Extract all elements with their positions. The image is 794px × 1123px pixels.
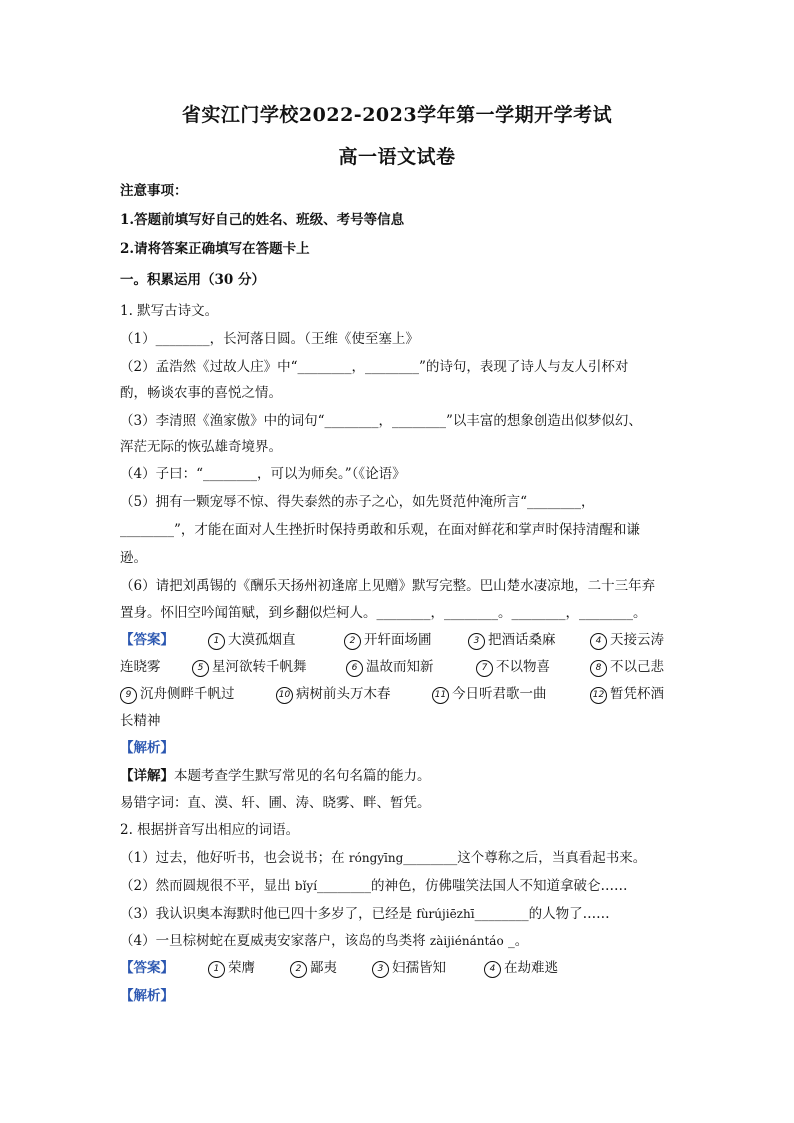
answer-item (192, 654, 307, 680)
answer-item (476, 654, 550, 680)
answer-item (290, 955, 337, 981)
answer-text: 天接云涛 (610, 632, 664, 648)
question-line: （2）孟浩然《过故人庄》中“________，________”的诗句，表现了诗人与友人引杯对 (120, 359, 629, 375)
answer-text: 星河欲转千帆舞 (212, 659, 307, 675)
answer-continuation: 长精神 (120, 713, 161, 729)
line-text: （4）一旦棕树蛇在夏威夷安家落户，该岛的鸟类将 (120, 933, 430, 949)
answer-label: 【答案】 (120, 960, 174, 976)
question-line: （6）请把刘禹锡的《酬乐天扬州初逢席上见赠》默写完整。巴山楚水凄凉地，二十三年弃 (120, 578, 656, 594)
answer-row (120, 681, 680, 707)
pinyin: fùrújiēzhī (416, 907, 475, 921)
answer-text: 妇孺皆知 (392, 960, 446, 976)
answer-text: 大漠孤烟直 (228, 632, 296, 648)
answer-text: 今日听君歌一曲 (452, 686, 547, 702)
notice-heading: 注意事项： (120, 183, 188, 199)
answer-text: 暂凭杯酒 (610, 686, 664, 702)
circled-number: 8 (590, 660, 607, 677)
question-line: （5）拥有一颗宠辱不惊、得失泰然的赤子之心，如先贤范仲淹所言“________， (120, 494, 595, 510)
question-line: 酌，畅谈农事的喜悦之情。 (120, 385, 282, 401)
errors-line: 易错字词：直、漠、轩、圃、涛、晓雾、畔、暂凭。 (120, 795, 431, 811)
line-text: ________的神色，仿佛嗤笑法国人不知道拿破仑…… (317, 878, 628, 894)
notice-item: 1.答题前填写好自己的姓名、班级、考号等信息 (120, 212, 405, 228)
question-line: 浑茫无际的恢弘雄奇境界。 (120, 439, 282, 455)
answer-item (344, 627, 432, 653)
analysis-label: 【解析】 (120, 988, 174, 1004)
detail-label: 【详解】 (120, 768, 174, 784)
question-stem: 2. 根据拼音写出相应的词语。 (120, 822, 300, 838)
question-line: （1）________，长河落日圆。（王维《使至塞上》 (120, 331, 419, 347)
section-heading: 一。积累运用（30 分） (120, 272, 265, 288)
circled-number: 11 (432, 687, 449, 704)
answer-item (276, 681, 391, 707)
answer-text: 温故而知新 (366, 659, 434, 675)
line-text: _。 (503, 933, 529, 949)
answer-text: 荣膺 (228, 960, 255, 976)
circled-number: 7 (476, 660, 493, 677)
answer-text: 在劫难逃 (504, 960, 558, 976)
circled-number: 4 (484, 961, 501, 978)
circled-number: 6 (346, 660, 363, 677)
answer-item (208, 955, 255, 981)
pinyin: zàijiénántáo (429, 934, 504, 948)
question-line: ________”，才能在面对人生挫折时保持勇敢和乐观，在面对鲜花和掌声时保持清醒和谦 (120, 522, 640, 538)
question-line: 逊。 (120, 550, 147, 566)
question-line: （3）李清照《渔家傲》中的词句“________，________”以丰富的想象创造出似梦似幻、 (120, 413, 642, 429)
circled-number: 1 (208, 633, 225, 650)
question-line: （4）子曰：“________，可以为师矣。”（《论语》 (120, 466, 406, 482)
analysis-label: 【解析】 (120, 740, 174, 756)
answer-continuation: 连晓雾 (120, 659, 161, 675)
answer-text: 把酒话桑麻 (488, 632, 556, 648)
answer-text: 不以己悲 (610, 659, 664, 675)
pinyin: bǐyí (294, 879, 318, 893)
question-line (120, 845, 680, 871)
circled-number: 5 (192, 660, 209, 677)
detail-text: 本题考查学生默写常见的名句名篇的能力。 (174, 768, 431, 784)
answer-item (590, 654, 664, 680)
line-text: ________的人物了…… (474, 906, 610, 922)
answer-item (468, 627, 556, 653)
answer-item (372, 955, 446, 981)
exam-title: 省实江门学校2022-2023学年第一学期开学考试 (181, 104, 613, 126)
pinyin: róngyīng (348, 851, 404, 865)
answer-item (590, 627, 664, 653)
circled-number: 1 (208, 961, 225, 978)
exam-subtitle: 高一语文试卷 (338, 146, 456, 168)
answer-label: 【答案】 (120, 632, 174, 648)
answer-row (120, 654, 680, 680)
answer-item (590, 681, 664, 707)
answer-text: 病树前头万木春 (296, 686, 391, 702)
question-stem: 1. 默写古诗文。 (120, 303, 219, 319)
answer-text: 沉舟侧畔千帆过 (140, 686, 235, 702)
answer-text: 鄙夷 (310, 960, 337, 976)
notice-item: 2.请将答案正确填写在答题卡上 (120, 241, 310, 257)
answer-item (432, 681, 547, 707)
circled-number: 4 (590, 633, 607, 650)
answer-row (120, 955, 680, 981)
answer-text: 开轩面场圃 (364, 632, 432, 648)
question-line (120, 901, 680, 927)
circled-number: 2 (344, 633, 361, 650)
line-text: （2）然而圆规很不平，显出 (120, 878, 295, 894)
question-line (120, 928, 680, 954)
answer-row (120, 627, 680, 653)
question-line: 置身。怀旧空吟闻笛赋，到乡翻似烂柯人。________，________。________，________。 (120, 605, 647, 621)
circled-number: 3 (468, 633, 485, 650)
circled-number: 12 (590, 687, 607, 704)
detail-line (120, 763, 680, 789)
circled-number: 2 (290, 961, 307, 978)
circled-number: 9 (120, 687, 137, 704)
answer-item (208, 627, 296, 653)
line-text: （3）我认识奥本海默时他已四十多岁了，已经是 (120, 906, 417, 922)
question-line (120, 873, 680, 899)
circled-number: 10 (276, 687, 293, 704)
answer-item (484, 955, 558, 981)
answer-text: 不以物喜 (496, 659, 550, 675)
answer-item (346, 654, 434, 680)
line-text: （1）过去，他好听书，也会说书；在 (120, 850, 349, 866)
line-text: ________这个尊称之后，当真看起书来。 (403, 850, 647, 866)
answer-item (120, 681, 235, 707)
circled-number: 3 (372, 961, 389, 978)
